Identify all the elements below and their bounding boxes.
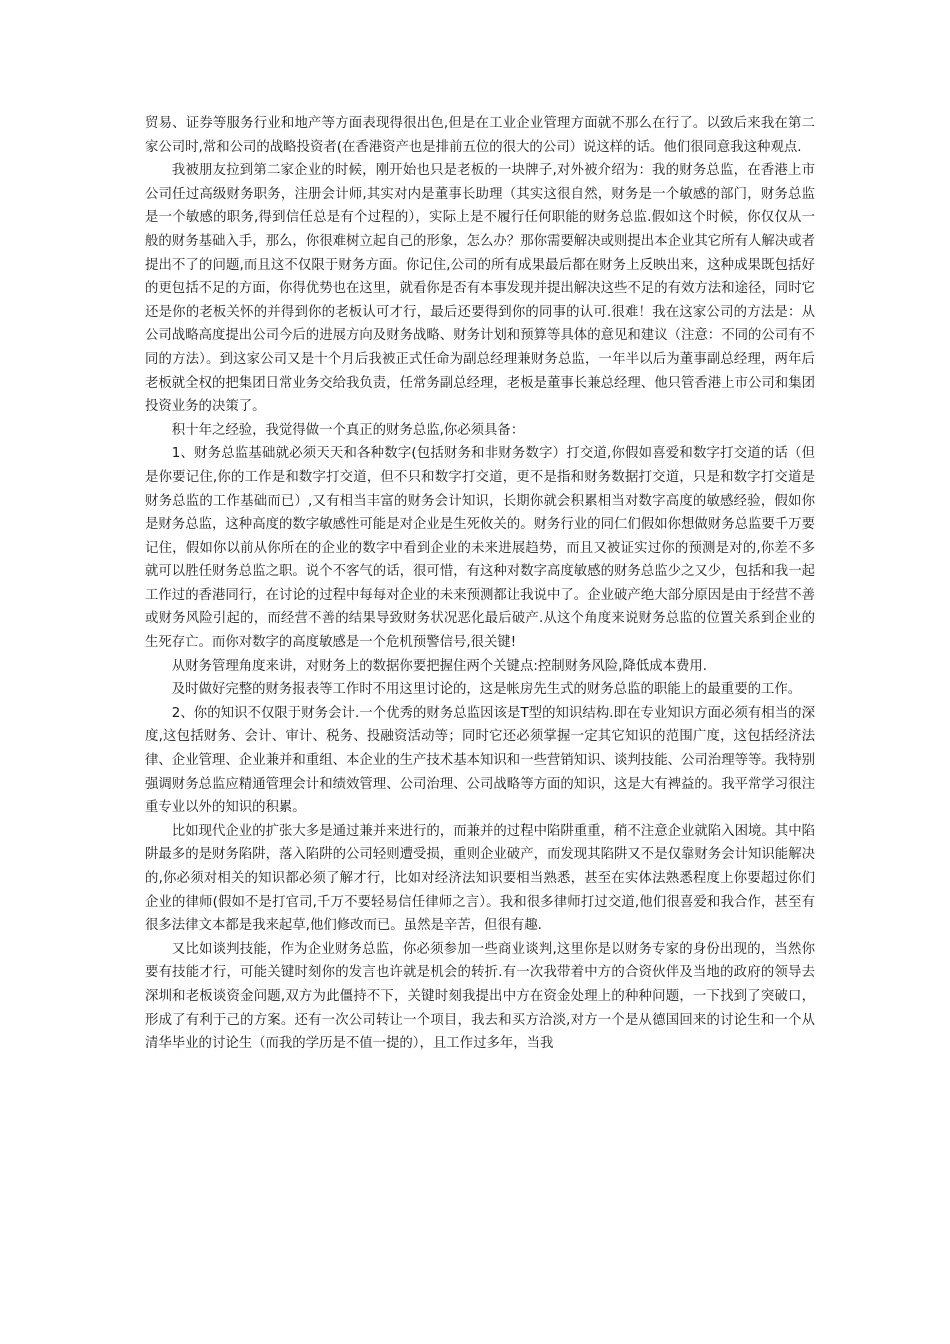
paragraph-2: 我被朋友拉到第二家企业的时候，刚开始也只是老板的一块牌子,对外被介绍为：我的财务总监，在香港上市公司任过高级财务职务，注册会计师,其实对内是董事长助理（其实这很自然，财务是一个敏感的部门，财务总监是一个敏感的职务,得到信任总是有个过程的），实际上是不履行任何职能的财务总监.假如这个时候，你仅仅从一般的财务基础入手，那么，你很难树立起自己的形象，怎么办？那你需要解决或则提出本企业其它所有人解决或者提出不了的问题,而且这不仅限于财务方面。你记住,公司的所有成果最后都在财务上反映出来，这种成果既包括好的更包括不足的方面，你得优势也在这里，就看你是否有本事发现并提出解决这些不足的有效方法和途径，同时它还是你的老板关怀的并得到你的老板认可才行，最后还要得到你的同事的认可.很难！我在这家公司的方法是：从公司战略高度提出公司今后的进展方向及财务战略、财务计划和预算等具体的意见和建议（注意：不同的公司有不同的方法）。到这家公司又是十个月后我被正式任命为副总经理兼财务总监，一年半以后为董事副总经理，两年后老板就全权的把集团日常业务交给我负责，任常务副总经理，老板是董事长兼总经理、他只管香港上市公司和集团投资业务的决策了。 <box>145 163 815 415</box>
paragraph-8: 比如现代企业的扩张大多是通过兼并来进行的，而兼并的过程中陷阱重重，稍不注意企业就陷入困境。其中陷阱最多的是财务陷阱，落入陷阱的公司轻则遭受损，重则企业破产，而发现其陷阱又不是仅靠财务会计知识能解决的,你必须对相关的知识都必须了解才行，比如对经济法知识要相当熟悉，甚至在实体法熟悉程度上你要超过你们企业的律师(假如不是打官司,千万不要轻易信任律师之言）。我和很多律师打过交道,他们很喜爱和我合作，甚至有很多法律文本都是我来起草,他们修改而已。虽然是辛苦，但很有趣. <box>145 823 815 934</box>
paragraph-5: 从财务管理角度来讲，对财务上的数据你要把握住两个关键点:控制财务风险,降低成本费用. <box>171 658 708 674</box>
paragraph-1: 贸易、证券等服务行业和地产等方面表现得很出色,但是在工业企业管理方面就不那么在行了。以致后来我在第二家公司时,常和公司的战略投资者(在香港资产也是排前五位的很大的公司）说这样的话。他们很同意我这种观点. <box>145 116 815 155</box>
paragraph-4: 1、财务总监基础就必须天天和各种数字(包括财务和非财务数字）打交道,你假如喜爱和数字打交道的话（但是你要记住,你的工作是和数字打交道，但不只和数字打交道，更不是指和财务数据打交道，只是和数字打交道是财务总监的工作基础而已）,又有相当丰富的财务会计知识，长期你就会积累相当对数字高度的敏感经验，假如你是财务总监，这种高度的数字敏感性可能是对企业是生死攸关的。财务行业的同仁们假如你想做财务总监要千万要记住，假如你以前从你所在的企业的数字中看到企业的未来进展趋势，而且又被证实过你的预测是对的,你差不多就可以胜任财务总监之职。说个不客气的话，很可惜，有这种对数字高度敏感的财务总监少之又少，包括和我一起工作过的香港同行，在讨论的过程中每每对企业的未来预测都让我说中了。企业破产绝大部分原因是由于经营不善或财务风险引起的，而经营不善的结果导致财务状况恶化最后破产.从这个角度来说财务总监的位置关系到企业的生死存亡。而你对数字的高度敏感是一个危机预警信号,很关键! <box>145 446 815 651</box>
paragraph-9: 又比如谈判技能，作为企业财务总监，你必须参加一些商业谈判,这里你是以财务专家的身份出现的，当然你要有技能才行，可能关键时刻你的发言也许就是机会的转折.有一次我带着中方的合资伙伴及当地的政府的领导去深圳和老板谈资金问题,双方为此僵持不下，关键时刻我提出中方在资金处理上的种种问题，一下找到了突破口，形成了有利于己的方案。还有一次公司转让一个项目，我去和买方洽淡,对方一个是从德国回来的讨论生和一个从清华毕业的讨论生（而我的学历是不值一提的），且工作过多年，当我 <box>145 941 815 1052</box>
document-page <box>145 112 815 1056</box>
paragraph-7: 2、你的知识不仅限于财务会计.一个优秀的财务总监因该是T型的知识结构.即在专业知识方面必须有相当的深度,这包括财务、会计、审计、税务、投融资活动等；同时它还必须掌握一定其它知识的范围广度，这包括经济法律、企业管理、企业兼并和重组、本企业的生产技术基本知识和一些营销知识、谈判技能、公司治理等等。我特别强调财务总监应精通管理会计和绩效管理、公司治理、公司战略等方面的知识，这是大有裨益的。我平常学习很注重专业以外的知识的积累。 <box>145 705 815 816</box>
paragraph-6: 及时做好完整的财务报表等工作时不用这里讨论的，这是帐房先生式的财务总监的职能上的最重要的工作。 <box>171 682 802 698</box>
paragraph-3: 积十年之经验，我觉得做一个真正的财务总监,你必须具备： <box>171 422 525 438</box>
